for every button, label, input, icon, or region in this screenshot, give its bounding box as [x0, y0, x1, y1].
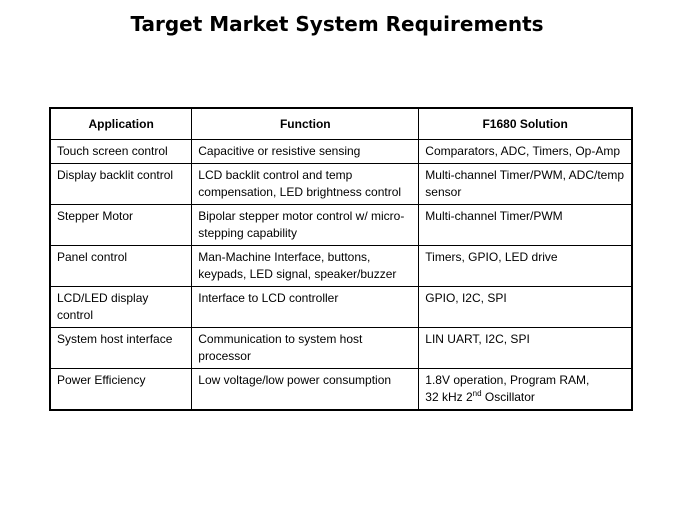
function-cell: Capacitive or resistive sensing [192, 140, 419, 164]
function-cell: Low voltage/low power consumption [192, 369, 419, 411]
solution-cell: GPIO, I2C, SPI [419, 287, 632, 328]
function-cell: Man-Machine Interface, buttons, keypads, LED signal, speaker/buzzer [192, 246, 419, 287]
solution-cell: LIN UART, I2C, SPI [419, 328, 632, 369]
solution-line-2-suffix: Oscillator [481, 390, 535, 404]
solution-cell [419, 369, 632, 411]
requirements-table [49, 107, 633, 411]
application-cell: System host interface [50, 328, 192, 369]
table-row [50, 287, 632, 328]
table-row [50, 246, 632, 287]
application-cell: Stepper Motor [50, 205, 192, 246]
table-header-row [50, 108, 632, 140]
application-cell: Power Efficiency [50, 369, 192, 411]
function-cell: LCD backlit control and temp compensation, LED brightness control [192, 164, 419, 205]
application-cell: LCD/LED display control [50, 287, 192, 328]
ordinal-superscript: nd [472, 389, 482, 398]
function-cell: Bipolar stepper motor control w/ micro-stepping capability [192, 205, 419, 246]
slide-title: Target Market System Requirements [130, 12, 544, 36]
function-cell: Communication to system host processor [192, 328, 419, 369]
solution-cell: Multi-channel Timer/PWM [419, 205, 632, 246]
solution-cell: Multi-channel Timer/PWM, ADC/temp sensor [419, 164, 632, 205]
table-row [50, 205, 632, 246]
function-cell: Interface to LCD controller [192, 287, 419, 328]
solution-line-1: 1.8V operation, Program RAM, [425, 373, 590, 387]
solution-line-2-prefix: 32 kHz 2 [425, 390, 473, 404]
application-cell: Display backlit control [50, 164, 192, 205]
table-row [50, 369, 632, 411]
column-header-solution: F1680 Solution [419, 108, 632, 140]
table-row [50, 164, 632, 205]
column-header-application: Application [50, 108, 192, 140]
column-header-function: Function [192, 108, 419, 140]
application-cell: Panel control [50, 246, 192, 287]
solution-cell: Comparators, ADC, Timers, Op-Amp [419, 140, 632, 164]
table-row [50, 328, 632, 369]
application-cell: Touch screen control [50, 140, 192, 164]
solution-cell: Timers, GPIO, LED drive [419, 246, 632, 287]
table-row [50, 140, 632, 164]
